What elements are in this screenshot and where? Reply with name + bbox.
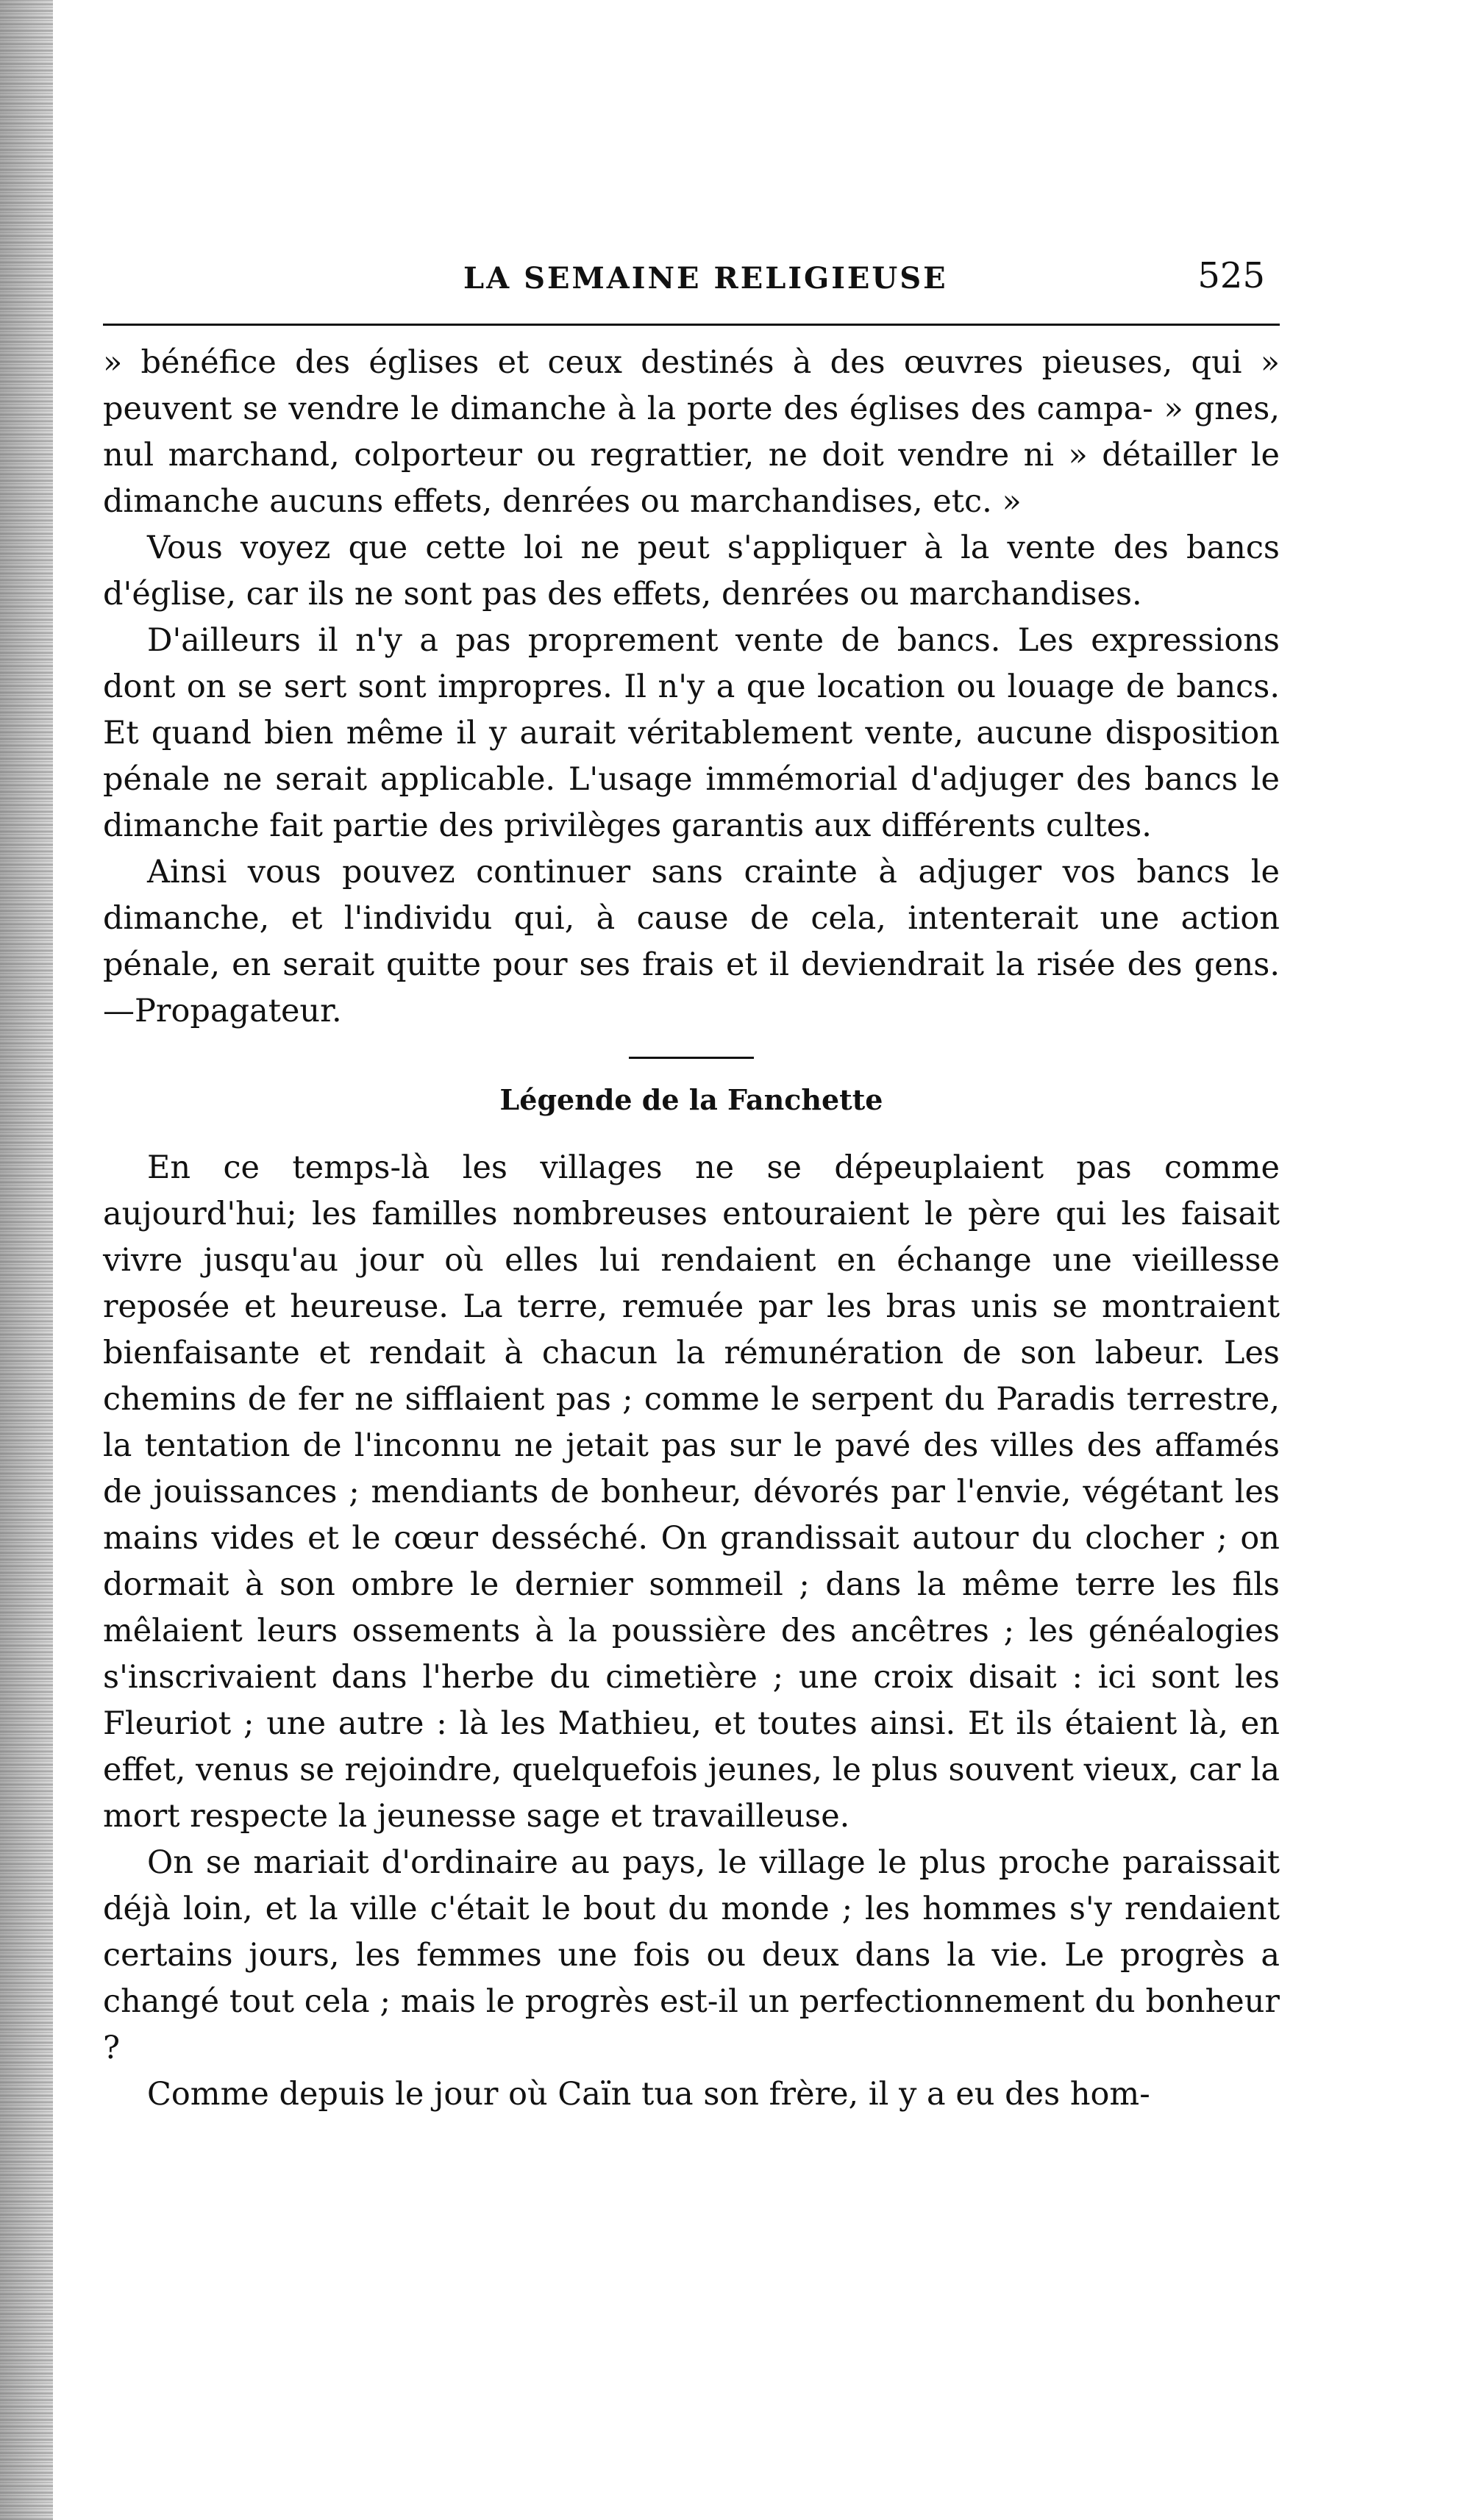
header-rule <box>103 324 1280 326</box>
paragraph-cain: Comme depuis le jour où Caïn tua son frère, il y a eu des hom- <box>147 2076 1150 2113</box>
paragraph-bancs-eglise: Vous voyez que cette loi ne peut s'appliquer à la vente des bancs d'église, car ils ne sont pas des effets, denrées ou marchandises. <box>103 529 1280 613</box>
section-title: Légende de la Fanchette <box>499 1083 883 1116</box>
paragraph-villages: En ce temps-là les villages ne se dépeuplaient pas comme aujourd'hui; les familles nombreuses entouraient le père qui les faisait vivre jusqu'au jour où elles lui rendaient en échange une vieillesse reposée et heureuse. La terre, remuée par les bras unis se montraient bienfaisante et rendait à chacun la rémunération de son labeur. Les chemins de fer ne sifflaient pas ; comme le serpent du Paradis terrestre, la tentation de l'inconnu ne jetait pas sur le pavé des villes des affamés de jouissances ; mendiants de bonheur, dévorés par l'envie, végétant les mains vides et le cœur desséché. On grandissait autour du clocher ; on dormait à son ombre le dernier sommeil ; dans la même terre les fils mêlaient leurs ossements à la poussière des ancêtres ; les généalogies s'inscrivaient dans l'herbe du cimetière ; une croix disait : ici sont les Fleuriot ; une autre : là les Mathieu, et toutes ainsi. Et ils étaient là, en effet, venus se rejoindre, quelquefois jeunes, le plus souvent vieux, car la mort respecte la jeunesse sage et travailleuse. <box>103 1149 1280 1835</box>
running-title: LA SEMAINE RELIGIEUSE <box>463 261 948 296</box>
page-binding-edge <box>0 0 53 2520</box>
page-header <box>463 254 1265 305</box>
page-number: 525 <box>1197 255 1265 296</box>
section-divider <box>629 1057 754 1059</box>
paragraph-mariage: On se mariait d'ordinaire au pays, le village le plus proche paraissait déjà loin, et la ville c'était le bout du monde ; les hommes s'y rendaient certains jours, les femmes une fois ou deux dans la vie. Le progrès a changé tout cela ; mais le progrès est-il un perfectionnement du bonheur ? <box>103 1844 1280 2066</box>
article-body <box>103 340 1280 2118</box>
paragraph-conclusion: Ainsi vous pouvez continuer sans crainte à adjuger vos bancs le dimanche, et l'individu qui, à cause de cela, intenterait une action pénale, en serait quitte pour ses frais et il deviendrait la risée des gens.—Propagateur. <box>103 854 1280 1029</box>
paragraph-location-bancs: D'ailleurs il n'y a pas proprement vente de bancs. Les expressions dont on se sert sont impropres. Il n'y a que location ou louage de bancs. Et quand bien même il y aurait véritablement vente, aucune disposition pénale ne serait applicable. L'usage immémorial d'adjuger des bancs le dimanche fait partie des privilèges garantis aux différents cultes. <box>103 622 1280 844</box>
paragraph-law-quote: » bénéfice des églises et ceux destinés à des œuvres pieuses, qui » peuvent se vendre le dimanche à la porte des églises des campa- » gnes, nul marchand, colporteur ou regrattier, ne doit vendre ni » détailler le dimanche aucuns effets, denrées ou marchandises, etc. » <box>103 344 1280 520</box>
